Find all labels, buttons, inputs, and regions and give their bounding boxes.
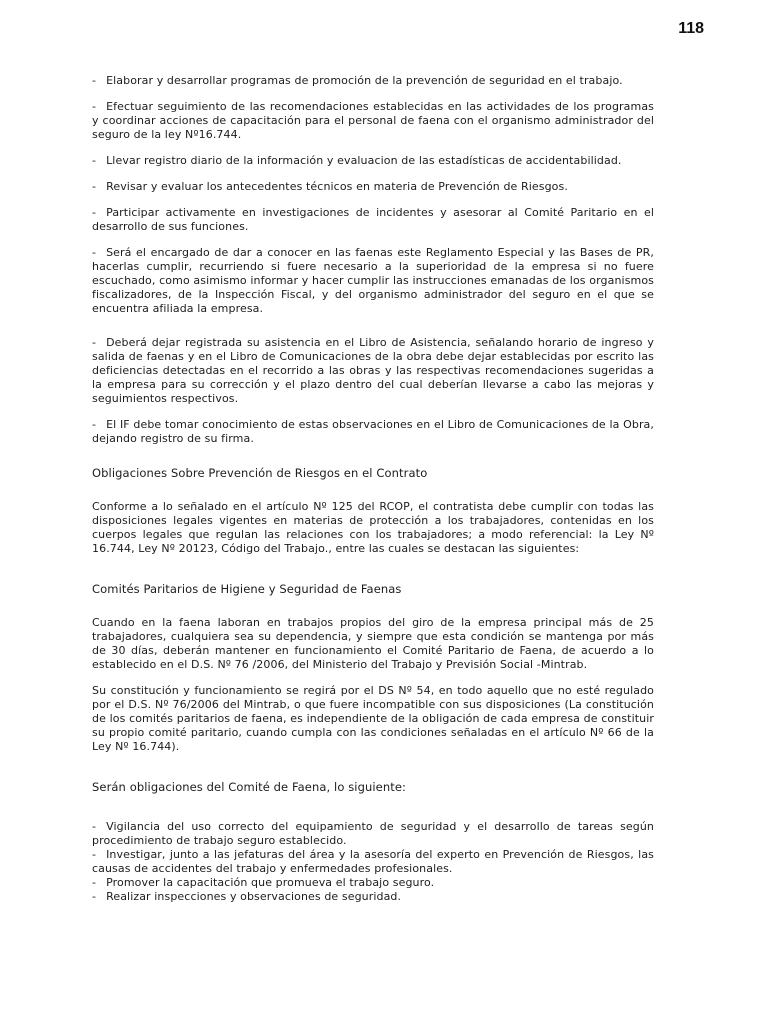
obligation-item: - Promover la capacitación que promueva el trabajo seguro. [92, 876, 435, 889]
obligation-item: - Investigar, junto a las jefaturas del área y la asesoría del experto en Prevención de Riesgos, las causas de accidentes del trabajo y enfermedades profesionales. [92, 848, 654, 875]
paragraph-bullet: - Llevar registro diario de la información y evaluacion de las estadísticas de accidentabilidad. [92, 154, 622, 167]
section-heading-comites: Comités Paritarios de Higiene y Seguridad de Faenas [92, 582, 402, 596]
paragraph-bullet: - Participar activamente en investigaciones de incidentes y asesorar al Comité Paritario en el desarrollo de sus funciones. [92, 206, 654, 233]
paragraph-bullet: - El IF debe tomar conocimiento de estas observaciones en el Libro de Comunicaciones de la Obra, dejando registro de su firma. [92, 418, 654, 445]
paragraph-conforme: Conforme a lo señalado en el artículo Nº 125 del RCOP, el contratista debe cumplir con todas las disposiciones legales vigentes en materias de protección a los trabajadores, contenidas en los cuerpos legales que regulan las relaciones con los trabajadores; a modo referencial: la Ley Nº 16.744, Ley Nº 20123, Código del Trabajo., entre las cuales se destacan las siguientes: [92, 500, 654, 555]
paragraph-cuando: Cuando en la faena laboran en trabajos propios del giro de la empresa principal más de 25 trabajadores, cualquiera sea su dependencia, y siempre que esta condición se mantenga por más de 30 días, deberán mantener en funcionamiento el Comité Paritario de Faena, de acuerdo a lo establecido en el D.S. Nº 76 /2006, del Ministerio del Trabajo y Previsión Social -Mintrab. [92, 616, 654, 671]
obligation-item: - Realizar inspecciones y observaciones de seguridad. [92, 890, 402, 903]
paragraph-bullet: - Efectuar seguimiento de las recomendaciones establecidas en las actividades de los programas y coordinar acciones de capacitación para el personal de faena con el organismo administrador del seguro de la ley Nº16.744. [92, 100, 654, 141]
page-number: 118 [678, 20, 704, 37]
paragraph-bullet: - Será el encargado de dar a conocer en las faenas este Reglamento Especial y las Bases de PR, hacerlas cumplir, recurriendo si fuere necesario a la superioridad de la empresa si no fuere escuchado, como asimismo informar y hacer cumplir las instrucciones emanadas de los organismos fiscalizadores, de la Inspección Fiscal, y del organismo administrador del seguro en el que se encuentra afiliada la empresa. [92, 246, 654, 315]
obligation-item: - Vigilancia del uso correcto del equipamiento de seguridad y el desarrollo de tareas según procedimiento de trabajo seguro establecido. [92, 820, 654, 847]
paragraph-constitucion: Su constitución y funcionamiento se regirá por el DS Nº 54, en todo aquello que no esté regulado por el D.S. Nº 76/2006 del Mintrab, o que fuere incompatible con sus disposiciones (La constitución de los comités paritarios de faena, es independiente de la obligación de cada empresa de constituir su propio comité paritario, cuando cumpla con las condiciones señaladas en el artículo Nº 66 de la Ley Nº 16.744). [92, 684, 654, 753]
paragraph-bullet: - Revisar y evaluar los antecedentes técnicos en materia de Prevención de Riesgos. [92, 180, 568, 193]
paragraph-bullet: - Elaborar y desarrollar programas de promoción de la prevención de seguridad en el trabajo. [92, 74, 623, 87]
section-heading-seran: Serán obligaciones del Comité de Faena, lo siguiente: [92, 780, 406, 794]
paragraph-bullet: - Deberá dejar registrada su asistencia en el Libro de Asistencia, señalando horario de ingreso y salida de faenas y en el Libro de Comunicaciones de la obra debe dejar establecidas por escrito las deficiencias detectadas en el recorrido a las obras y las respectivas recomendaciones sugeridas a la empresa para su corrección y el plazo dentro del cual deberían llevarse a cabo las mejoras y seguimientos respectivos. [92, 336, 654, 405]
document-body [92, 74, 654, 904]
section-heading-obligaciones: Obligaciones Sobre Prevención de Riesgos en el Contrato [92, 466, 428, 480]
